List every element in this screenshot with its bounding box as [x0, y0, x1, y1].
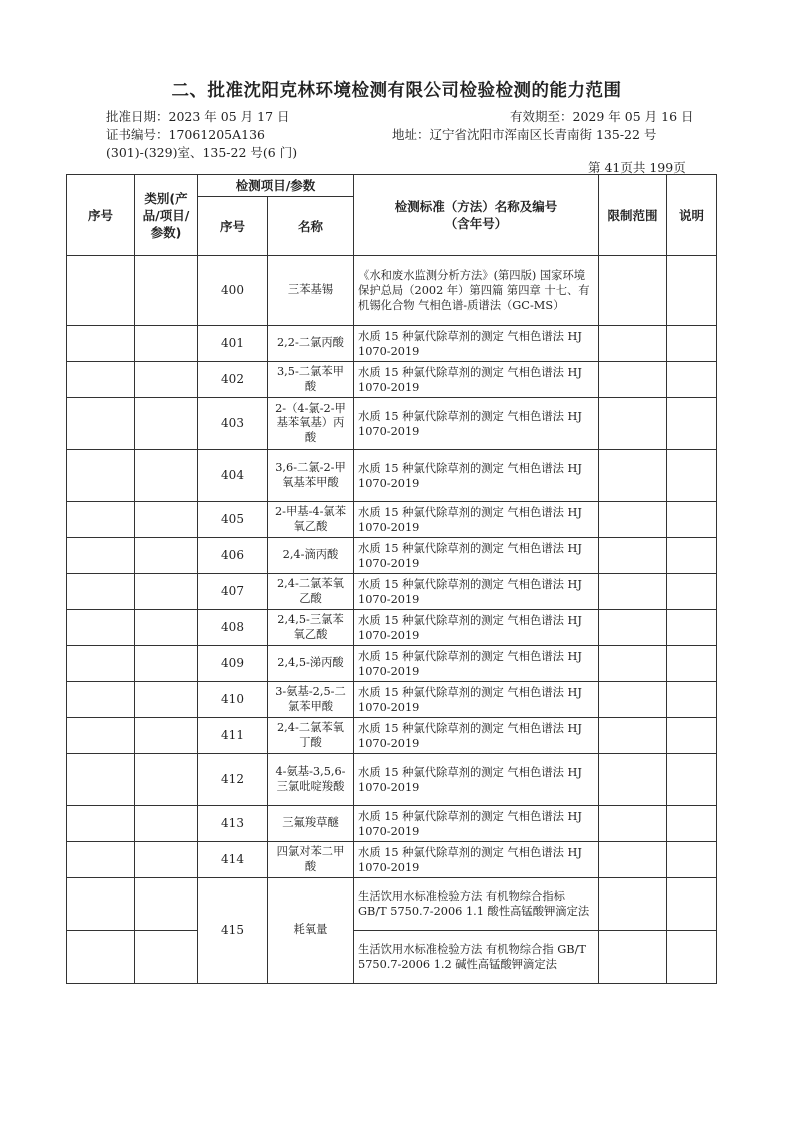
note-cell — [667, 754, 717, 806]
item-seq-cell: 409 — [198, 646, 268, 682]
item-name-text: 2,4-滴丙酸 — [282, 548, 339, 562]
note-cell — [667, 682, 717, 718]
category-cell — [135, 610, 198, 646]
item-name-cell — [268, 806, 354, 842]
header-item-name: 名称 — [268, 197, 354, 256]
item-name-cell — [268, 574, 354, 610]
item-name-cell — [268, 398, 354, 450]
note-cell — [667, 842, 717, 878]
limit-cell — [599, 450, 667, 502]
header-item-seq: 序号 — [198, 197, 268, 256]
item-seq-cell: 407 — [198, 574, 268, 610]
seq-cell — [67, 450, 135, 502]
table-row — [67, 842, 717, 878]
seq-cell — [67, 842, 135, 878]
table-body — [67, 256, 717, 984]
item-seq-cell: 404 — [198, 450, 268, 502]
table-row — [67, 502, 717, 538]
note-cell — [667, 646, 717, 682]
standard-cell: 水质 15 种氯代除草剂的测定 气相色谱法 HJ 1070-2019 — [354, 806, 599, 842]
address-continued: (301)-(329)室、135-22 号(6 门) — [106, 145, 298, 160]
header-standard: 检测标准（方法）名称及编号（含年号） — [354, 175, 599, 256]
category-cell — [135, 256, 198, 326]
table-row — [67, 574, 717, 610]
limit-cell — [599, 842, 667, 878]
category-cell — [135, 362, 198, 398]
table-row — [67, 931, 717, 984]
seq-cell — [67, 574, 135, 610]
category-cell — [135, 931, 198, 984]
table-row — [67, 256, 717, 326]
limit-cell — [599, 362, 667, 398]
item-name-text: 耗氧量 — [293, 923, 328, 937]
table-row — [67, 362, 717, 398]
limit-cell — [599, 718, 667, 754]
item-name-cell — [268, 538, 354, 574]
standard-cell: 《水和废水监测分析方法》(第四版) 国家环境保护总局（2002 年）第四篇 第四章 十七、有机锡化合物 气相色谱-质谱法（GC-MS） — [354, 256, 599, 326]
standard-cell: 生活饮用水标准检验方法 有机物综合指 GB/T 5750.7-2006 1.2 碱性高锰酸钾滴定法 — [354, 931, 599, 984]
seq-cell — [67, 538, 135, 574]
limit-cell — [599, 574, 667, 610]
category-cell — [135, 574, 198, 610]
standard-cell: 水质 15 种氯代除草剂的测定 气相色谱法 HJ 1070-2019 — [354, 326, 599, 362]
seq-cell — [67, 398, 135, 450]
header-seq: 序号 — [67, 175, 135, 256]
limit-cell — [599, 754, 667, 806]
limit-cell — [599, 610, 667, 646]
note-cell — [667, 362, 717, 398]
limit-cell — [599, 931, 667, 984]
item-name-text: 三苯基锡 — [287, 283, 334, 297]
category-cell — [135, 646, 198, 682]
header-item-group: 检测项目/参数 — [198, 175, 354, 197]
seq-cell — [67, 502, 135, 538]
category-cell — [135, 398, 198, 450]
seq-cell — [67, 718, 135, 754]
item-name-cell — [268, 754, 354, 806]
table-row — [67, 538, 717, 574]
item-seq-cell: 414 — [198, 842, 268, 878]
item-seq-cell: 403 — [198, 398, 268, 450]
item-name-text: 2,2-二氯丙酸 — [277, 336, 344, 350]
item-seq-cell: 411 — [198, 718, 268, 754]
standard-cell: 水质 15 种氯代除草剂的测定 气相色谱法 HJ 1070-2019 — [354, 538, 599, 574]
limit-cell — [599, 538, 667, 574]
note-cell — [667, 398, 717, 450]
standard-cell: 水质 15 种氯代除草剂的测定 气相色谱法 HJ 1070-2019 — [354, 718, 599, 754]
item-name-text: 三氟羧草醚 — [282, 816, 339, 830]
note-cell — [667, 326, 717, 362]
valid-until: 有效期至：2029 年 05 月 16 日 — [510, 109, 694, 124]
item-name-text: 2,4-二氯苯氧丁酸 — [277, 721, 344, 749]
approval-date: 批准日期：2023 年 05 月 17 日 — [106, 109, 290, 124]
seq-cell — [67, 256, 135, 326]
item-name-text: 3,5-二氯苯甲酸 — [277, 365, 344, 393]
category-cell — [135, 754, 198, 806]
table-row — [67, 682, 717, 718]
note-cell — [667, 450, 717, 502]
note-cell — [667, 574, 717, 610]
limit-cell — [599, 256, 667, 326]
standard-cell: 水质 15 种氯代除草剂的测定 气相色谱法 HJ 1070-2019 — [354, 842, 599, 878]
page-number: 第 41页共 199页 — [588, 160, 686, 175]
note-cell — [667, 806, 717, 842]
standard-cell: 水质 15 种氯代除草剂的测定 气相色谱法 HJ 1070-2019 — [354, 398, 599, 450]
category-cell — [135, 878, 198, 931]
item-name-text: 3-氨基-2,5-二氯苯甲酸 — [275, 685, 346, 713]
item-name-cell — [268, 682, 354, 718]
table-row — [67, 398, 717, 450]
note-cell — [667, 718, 717, 754]
seq-cell — [67, 362, 135, 398]
seq-cell — [67, 682, 135, 718]
item-name-cell — [268, 256, 354, 326]
address: 地址：辽宁省沈阳市浑南区长青南街 135-22 号 — [392, 127, 657, 142]
item-name-text: 2,4-二氯苯氧乙酸 — [277, 577, 344, 605]
cert-number: 证书编号：17061205A136 — [106, 127, 266, 142]
item-name-cell — [268, 842, 354, 878]
limit-cell — [599, 646, 667, 682]
item-seq-cell: 408 — [198, 610, 268, 646]
category-cell — [135, 842, 198, 878]
table-row — [67, 806, 717, 842]
standard-cell: 水质 15 种氯代除草剂的测定 气相色谱法 HJ 1070-2019 — [354, 610, 599, 646]
seq-cell — [67, 646, 135, 682]
seq-cell — [67, 931, 135, 984]
item-name-text: 4-氨基-3,5,6-三氯吡啶羧酸 — [275, 765, 346, 793]
limit-cell — [599, 878, 667, 931]
item-seq-cell: 401 — [198, 326, 268, 362]
table-row — [67, 754, 717, 806]
standard-cell: 水质 15 种氯代除草剂的测定 气相色谱法 HJ 1070-2019 — [354, 450, 599, 502]
item-name-cell — [268, 362, 354, 398]
category-cell — [135, 806, 198, 842]
category-cell — [135, 538, 198, 574]
standard-cell: 水质 15 种氯代除草剂的测定 气相色谱法 HJ 1070-2019 — [354, 754, 599, 806]
capability-table — [66, 174, 717, 984]
category-cell — [135, 502, 198, 538]
item-name-text: 2,4,5-三氯苯氧乙酸 — [277, 613, 344, 641]
item-seq-cell: 410 — [198, 682, 268, 718]
limit-cell — [599, 682, 667, 718]
standard-cell: 生活饮用水标准检验方法 有机物综合指标 GB/T 5750.7-2006 1.1 酸性高锰酸钾滴定法 — [354, 878, 599, 931]
limit-cell — [599, 398, 667, 450]
seq-cell — [67, 326, 135, 362]
header-category: 类别(产品/项目/参数) — [135, 175, 198, 256]
table-row — [67, 326, 717, 362]
item-seq-cell: 406 — [198, 538, 268, 574]
table-row — [67, 646, 717, 682]
limit-cell — [599, 806, 667, 842]
item-seq-cell: 412 — [198, 754, 268, 806]
note-cell — [667, 931, 717, 984]
standard-cell: 水质 15 种氯代除草剂的测定 气相色谱法 HJ 1070-2019 — [354, 574, 599, 610]
limit-cell — [599, 502, 667, 538]
item-name-text: 2-（4-氯-2-甲基苯氧基）丙酸 — [275, 401, 346, 444]
header-note: 说明 — [667, 175, 717, 256]
seq-cell — [67, 754, 135, 806]
item-name-cell — [268, 450, 354, 502]
category-cell — [135, 682, 198, 718]
item-name-text: 四氯对苯二甲酸 — [276, 845, 345, 873]
item-name-cell — [268, 646, 354, 682]
item-seq-cell: 413 — [198, 806, 268, 842]
seq-cell — [67, 806, 135, 842]
header-limit: 限制范围 — [599, 175, 667, 256]
note-cell — [667, 502, 717, 538]
item-name-cell — [268, 502, 354, 538]
item-name-cell — [268, 610, 354, 646]
note-cell — [667, 256, 717, 326]
item-name-cell — [268, 326, 354, 362]
note-cell — [667, 878, 717, 931]
category-cell — [135, 326, 198, 362]
item-name-text: 2-甲基-4-氯苯氧乙酸 — [274, 505, 346, 533]
seq-cell — [67, 610, 135, 646]
item-name-cell — [268, 718, 354, 754]
item-name-text: 2,4,5-涕丙酸 — [277, 656, 344, 670]
standard-cell: 水质 15 种氯代除草剂的测定 气相色谱法 HJ 1070-2019 — [354, 682, 599, 718]
item-seq-cell: 415 — [198, 878, 268, 984]
note-cell — [667, 538, 717, 574]
table-row — [67, 610, 717, 646]
item-name-text: 3,6-二氯-2-甲氧基苯甲酸 — [275, 461, 346, 489]
limit-cell — [599, 326, 667, 362]
item-name-cell — [268, 878, 354, 984]
standard-cell: 水质 15 种氯代除草剂的测定 气相色谱法 HJ 1070-2019 — [354, 646, 599, 682]
page-title: 二、批准沈阳克林环境检测有限公司检验检测的能力范围 — [171, 81, 622, 101]
seq-cell — [67, 878, 135, 931]
category-cell — [135, 718, 198, 754]
item-seq-cell: 405 — [198, 502, 268, 538]
item-seq-cell: 402 — [198, 362, 268, 398]
note-cell — [667, 610, 717, 646]
category-cell — [135, 450, 198, 502]
table-row — [67, 718, 717, 754]
standard-cell: 水质 15 种氯代除草剂的测定 气相色谱法 HJ 1070-2019 — [354, 362, 599, 398]
table-row — [67, 878, 717, 931]
table-row — [67, 450, 717, 502]
standard-cell: 水质 15 种氯代除草剂的测定 气相色谱法 HJ 1070-2019 — [354, 502, 599, 538]
item-seq-cell: 400 — [198, 256, 268, 326]
